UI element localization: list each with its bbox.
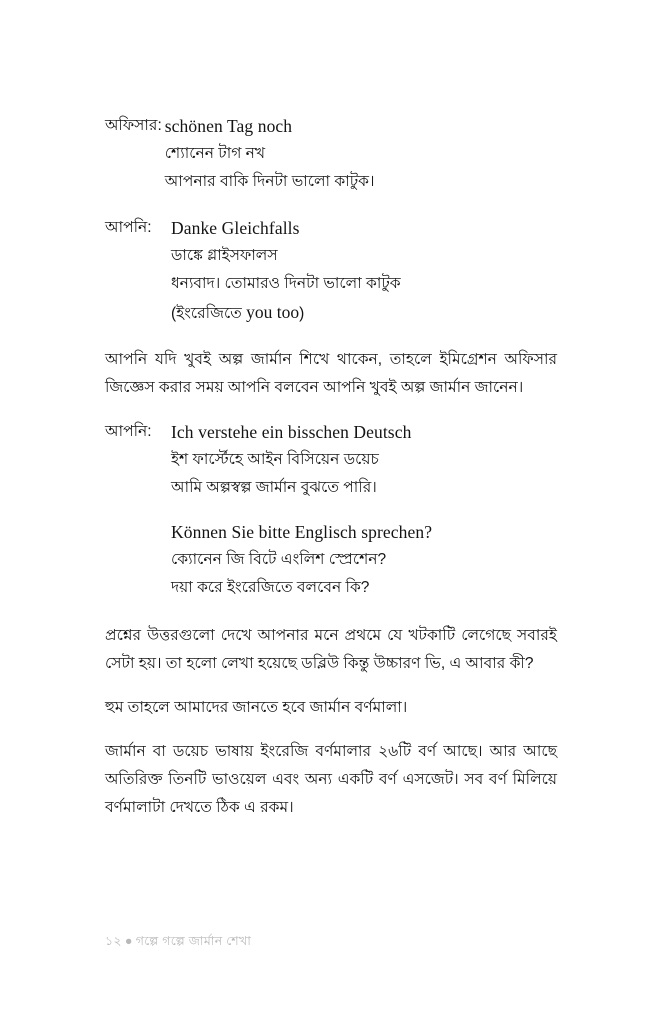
line-spacer	[171, 502, 557, 518]
dialogue-line-transliteration: ইশ ফার্স্টেহে আইন বিসিয়েন ডয়েচ	[171, 451, 379, 468]
english-note-suffix: )	[299, 305, 305, 322]
dialogue-block-you-1	[105, 214, 557, 328]
dialogue-line-german: Danke Gleichfalls	[171, 218, 300, 238]
dialogue-block-officer	[105, 112, 557, 196]
dialogue-line-transliteration: শ্যোনেন টাগ নখ	[164, 145, 266, 162]
dialogue-lines-you-2	[167, 418, 557, 602]
paragraph-1: আপনি যদি খুবই অল্প জার্মান শিখে থাকেন, তাহলে ইমিগ্রেশন অফিসার জিজ্ঞেস করার সময় আপনি বলবেন আপনি খুবই অল্প জার্মান জানেন।	[105, 351, 557, 396]
paragraph-4: জার্মান বা ডয়েচ ভাষায় ইংরেজি বর্ণমালার ২৬টি বর্ণ আছে। আর আছে অতিরিক্ত তিনটি ভাওয়েল এবং অন্য একটি বর্ণ এসজেট। সব বর্ণ মিলিয়ে বর্ণমালাটা দেখতে ঠিক এ রকম।	[105, 743, 557, 816]
dialogue-line-translation-2: দয়া করে ইংরেজিতে বলবেন কি?	[171, 579, 370, 596]
dialogue-line-translation: ধন্যবাদ। তোমারও দিনটা ভালো কাটুক	[171, 275, 401, 292]
dialogue-line-german: schönen Tag noch	[164, 116, 293, 136]
dialogue-line-translation: আপনার বাকি দিনটা ভালো কাটুক।	[164, 173, 375, 190]
dialogue-line-transliteration-2: ক্যোনেন জি বিটে এংলিশ স্প্রেশেন?	[171, 551, 387, 568]
speaker-label-you-1: আপনি:	[105, 219, 152, 236]
speaker-label-you-2: আপনি:	[105, 423, 152, 440]
paragraph-3: হুম তাহলে আমাদের জানতে হবে জার্মান বর্ণমালা।	[105, 699, 408, 716]
dialogue-line-english-note	[171, 298, 557, 328]
dialogue-line-german-2: Können Sie bitte Englisch sprechen?	[171, 522, 433, 542]
dialogue-block-you-2	[105, 418, 557, 602]
footer-separator-icon: ●	[124, 934, 133, 948]
english-note-prefix: (ইংরেজিতে	[171, 305, 247, 322]
footer-page-number: ১২	[105, 934, 122, 948]
page-footer	[105, 932, 251, 950]
speaker-label-officer: অফিসার:	[105, 117, 162, 134]
dialogue-line-translation: আমি অল্পস্বল্প জার্মান বুঝতে পারি।	[171, 479, 377, 496]
paragraph-2: প্রশ্নের উত্তরগুলো দেখে আপনার মনে প্রথমে যে খটকাটি লেগেছে সবারই সেটা হয়। তা হলো লেখা হয়েছে ডব্লিউ কিন্তু উচ্চারণ ভি, এ আবার কী?	[105, 627, 557, 672]
english-note-latin: you too	[246, 302, 300, 322]
footer-book-title: গল্পে গল্পে জার্মান শেখা	[135, 934, 252, 948]
dialogue-lines-you-1	[167, 214, 557, 328]
dialogue-lines-officer	[163, 112, 557, 196]
page-content	[105, 112, 557, 838]
dialogue-line-transliteration: ডাঙ্কে গ্লাইসফালস	[171, 247, 278, 264]
dialogue-line-german: Ich verstehe ein bisschen Deutsch	[171, 422, 412, 442]
